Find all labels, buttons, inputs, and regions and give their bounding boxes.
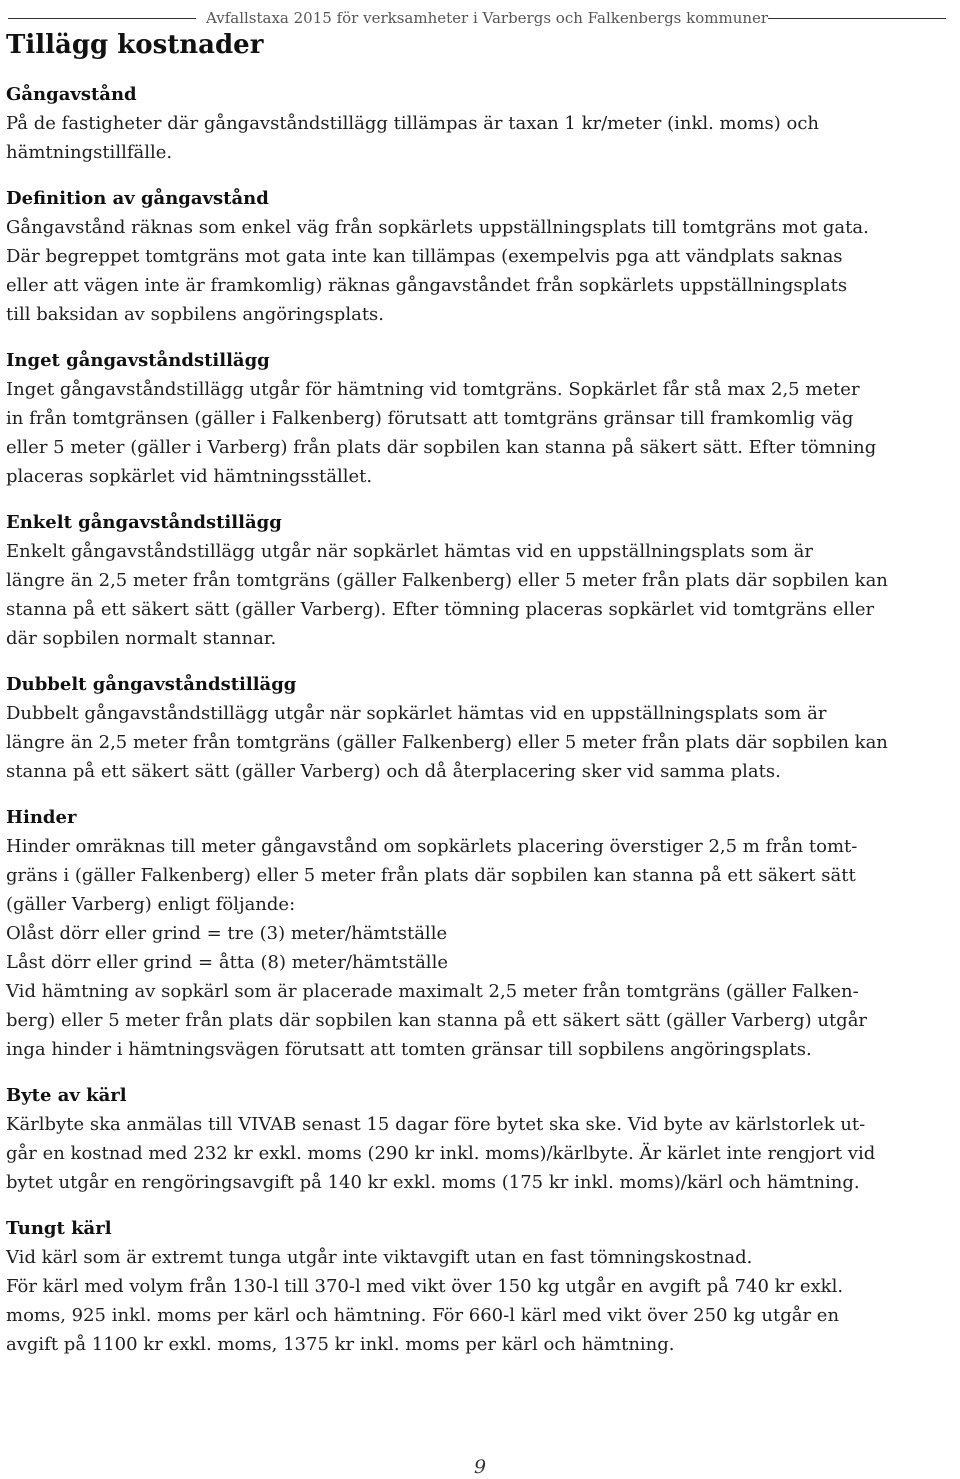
- section-gangavstand: [6, 80, 954, 167]
- text-line: avgift på 1100 kr exkl. moms, 1375 kr inkl. moms per kärl och hämtning.: [6, 1334, 675, 1355]
- text-line: eller 5 meter (gäller i Varberg) från plats där sopbilen kan stanna på säkert sätt. Efter tömning: [6, 437, 877, 458]
- section-paragraph: [6, 1243, 954, 1359]
- section-byte: [6, 1081, 954, 1197]
- text-line: På de fastigheter där gångavståndstillägg tillämpas är taxan 1 kr/meter (inkl. moms) och: [6, 113, 820, 134]
- text-line: Där begreppet tomtgräns mot gata inte kan tillämpas (exempelvis pga att vändplats saknas: [6, 246, 843, 267]
- text-line: För kärl med volym från 130-l till 370-l med vikt över 150 kg utgår en avgift på 740 kr exkl.: [6, 1276, 844, 1297]
- text-line: Inget gångavståndstillägg utgår för hämtning vid tomtgräns. Sopkärlet får stå max 2,5 meter: [6, 379, 860, 400]
- section-heading: Tungt kärl: [6, 1218, 112, 1239]
- section-tungt: [6, 1214, 954, 1359]
- text-line: Hinder omräknas till meter gångavstånd om sopkärlets placering överstiger 2,5 m från tomt-: [6, 836, 858, 857]
- section-hinder: [6, 803, 954, 1064]
- text-line: stanna på ett säkert sätt (gäller Varberg). Efter tömning placeras sopkärlet vid tomtgräns eller: [6, 599, 875, 620]
- text-line: Vid kärl som är extremt tunga utgår inte viktavgift utan en fast tömningskostnad.: [6, 1247, 753, 1268]
- text-line: stanna på ett säkert sätt (gäller Varberg) och då återplacering sker vid samma plats.: [6, 761, 781, 782]
- section-heading: Hinder: [6, 807, 77, 828]
- text-line: går en kostnad med 232 kr exkl. moms (290 kr inkl. moms)/kärlbyte. Är kärlet inte rengjort vid: [6, 1143, 876, 1164]
- text-line: berg) eller 5 meter från plats där sopbilen kan stanna på ett säkert sätt (gäller Varberg) utgår: [6, 1010, 868, 1031]
- text-line: hämtningstillfälle.: [6, 142, 173, 163]
- header-rule-left: [8, 18, 196, 19]
- text-line: Olåst dörr eller grind = tre (3) meter/hämtställe: [6, 923, 448, 944]
- text-line: eller att vägen inte är framkomlig) räknas gångavståndet från sopkärlets uppställningsplats: [6, 275, 848, 296]
- text-line: placeras sopkärlet vid hämtningsstället.: [6, 466, 373, 487]
- section-paragraph: [6, 109, 954, 167]
- text-line: Gångavstånd räknas som enkel väg från sopkärlets uppställningsplats till tomtgräns mot gata.: [6, 217, 869, 238]
- page-number: 9: [473, 1456, 487, 1478]
- section-heading: Definition av gångavstånd: [6, 188, 269, 209]
- section-enkelt: [6, 508, 954, 653]
- text-line: inga hinder i hämtningsvägen förutsatt att tomten gränsar till sopbilens angöringsplats.: [6, 1039, 812, 1060]
- section-dubbelt: [6, 670, 954, 786]
- text-line: Enkelt gångavståndstillägg utgår när sopkärlet hämtas vid en uppställningsplats som är: [6, 541, 814, 562]
- section-paragraph: [6, 699, 954, 786]
- section-paragraph: [6, 832, 954, 1064]
- text-line: gräns i (gäller Falkenberg) eller 5 meter från plats där sopbilen kan stanna på ett säkert sätt: [6, 865, 856, 886]
- section-heading: Byte av kärl: [6, 1085, 127, 1106]
- section-paragraph: [6, 537, 954, 653]
- document-body: [6, 80, 954, 1376]
- section-definition: [6, 184, 954, 329]
- text-line: bytet utgår en rengöringsavgift på 140 kr exkl. moms (175 kr inkl. moms)/kärl och hämtning.: [6, 1172, 860, 1193]
- text-line: till baksidan av sopbilens angöringsplats.: [6, 304, 385, 325]
- text-line: moms, 925 inkl. moms per kärl och hämtning. För 660-l kärl med vikt över 250 kg utgår en: [6, 1305, 840, 1326]
- page-title: Tillägg kostnader: [6, 30, 264, 60]
- section-paragraph: [6, 213, 954, 329]
- section-paragraph: [6, 375, 954, 491]
- section-heading: Dubbelt gångavståndstillägg: [6, 674, 297, 695]
- section-paragraph: [6, 1110, 954, 1197]
- text-line: Vid hämtning av sopkärl som är placerade maximalt 2,5 meter från tomtgräns (gäller Falken-: [6, 981, 859, 1002]
- section-heading: Enkelt gångavståndstillägg: [6, 512, 282, 533]
- text-line: in från tomtgränsen (gäller i Falkenberg) förutsatt att tomtgräns gränsar till framkomlig väg: [6, 408, 854, 429]
- section-inget: [6, 346, 954, 491]
- section-heading: Gångavstånd: [6, 84, 137, 105]
- text-line: Låst dörr eller grind = åtta (8) meter/hämtställe: [6, 952, 448, 973]
- section-heading: Inget gångavståndstillägg: [6, 350, 270, 371]
- running-header-title: Avfallstaxa 2015 för verksamheter i Varbergs och Falkenbergs kommuner: [206, 9, 769, 27]
- text-line: Dubbelt gångavståndstillägg utgår när sopkärlet hämtas vid en uppställningsplats som är: [6, 703, 827, 724]
- text-line: där sopbilen normalt stannar.: [6, 628, 277, 649]
- running-header: [8, 8, 946, 28]
- header-rule-right: [768, 18, 946, 19]
- text-line: (gäller Varberg) enligt följande:: [6, 894, 296, 915]
- text-line: Kärlbyte ska anmälas till VIVAB senast 15 dagar före bytet ska ske. Vid byte av kärlstorlek ut-: [6, 1114, 866, 1135]
- text-line: längre än 2,5 meter från tomtgräns (gäller Falkenberg) eller 5 meter från plats där sopbilen kan: [6, 732, 888, 753]
- text-line: längre än 2,5 meter från tomtgräns (gäller Falkenberg) eller 5 meter från plats där sopbilen kan: [6, 570, 888, 591]
